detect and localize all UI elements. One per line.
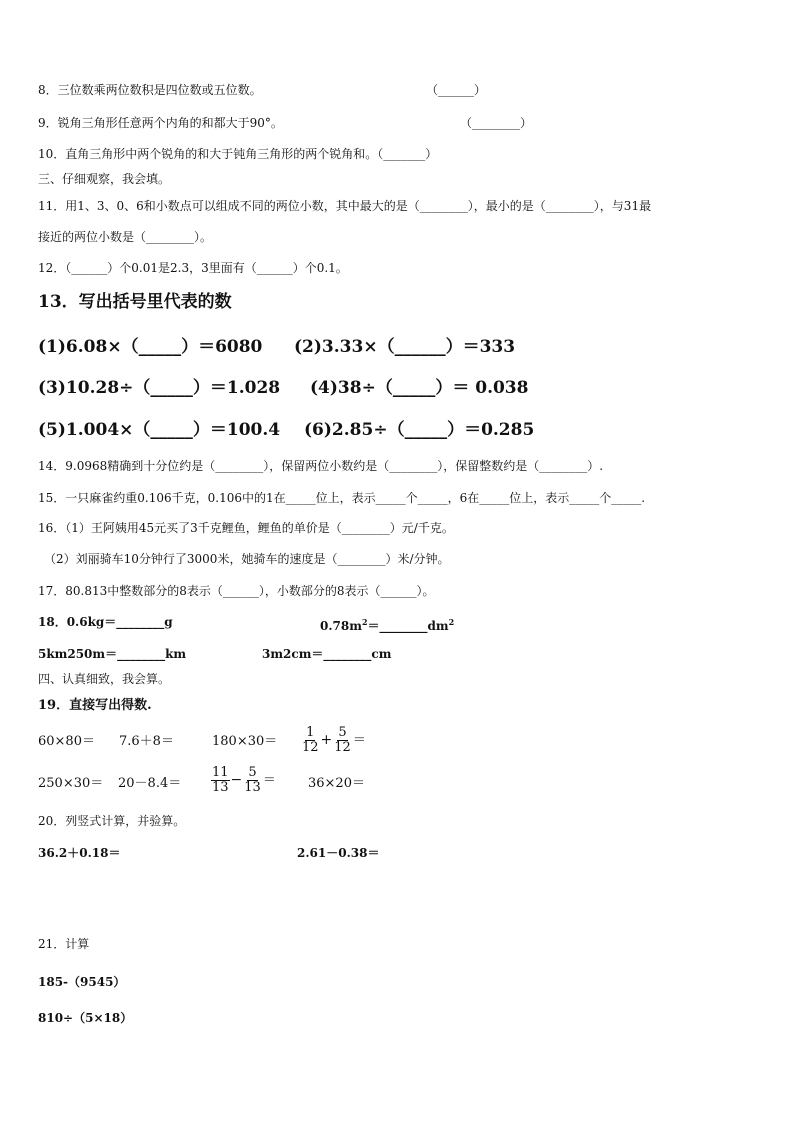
fraction-expression-2 [210, 766, 276, 795]
fraction-1b-numerator: 5 [338, 725, 347, 740]
question-21-title: 21．计算 [38, 937, 90, 951]
question-20-b: 2.61－0.38＝ [297, 846, 380, 860]
calc-4: 250×30＝ [38, 776, 104, 791]
question-10: 10．直角三角形中两个锐角的和大于钝角三角形的两个锐角和。（_______） [38, 147, 438, 161]
question-13-item-2: (2)3.33×（______）＝333 [294, 337, 516, 357]
calc-1: 60×80＝ [38, 734, 95, 749]
question-21-a: 185-（9545） [38, 975, 126, 989]
fraction-1a-numerator: 1 [306, 725, 315, 740]
question-13-title [38, 294, 232, 311]
question-18-a: 18．0.6kg＝________g [38, 615, 173, 629]
question-16-part-1: 16．（1）王阿姨用45元买了3千克鲤鱼，鲤鱼的单价是（________）元/千克。 [38, 521, 454, 535]
fraction-2a-numerator: 11 [212, 765, 229, 780]
question-18-b-unit: ＝________dm [367, 619, 449, 633]
question-18-b [320, 614, 454, 634]
question-16-part-2: （2）刘丽骑车10分钟行了3000米，她骑车的速度是（________）米/分钟。 [44, 552, 450, 566]
fraction-1b-denominator: 12 [334, 740, 351, 755]
question-13-item-5: (5)1.004×（_____）＝100.4 [38, 420, 281, 440]
question-13-title-text: 13．写出括号里代表的数 [38, 292, 232, 312]
fraction-2b-denominator: 13 [244, 780, 261, 795]
question-14: 14．9.0968精确到十分位约是（________），保留两位小数约是（________），保留整数约是（________）. [38, 459, 604, 473]
fraction-2a-denominator: 13 [212, 780, 229, 795]
calc-2: 7.6＋8＝ [119, 734, 174, 749]
fraction-1a [301, 726, 320, 755]
fraction-2b-numerator: 5 [248, 765, 257, 780]
question-8 [38, 82, 487, 98]
fraction-1-operator: + [320, 732, 333, 748]
fraction-2-operator: − [230, 772, 243, 788]
question-8-answer-blank[interactable]: （______） [426, 83, 487, 97]
fraction-2a [211, 766, 230, 795]
question-11-line-1: 11．用1、3、0、6和小数点可以组成不同的两位小数，其中最大的是（________），最小的是（________），与31最 [38, 199, 652, 213]
fraction-2b [243, 766, 262, 795]
fraction-1-equals: ＝ [352, 733, 366, 748]
question-13-item-4: (4)38÷（_____）＝ 0.038 [310, 378, 529, 398]
question-9 [38, 115, 533, 131]
question-19-title: 19．直接写出得数. [38, 698, 152, 713]
question-15: 15．一只麻雀约重0.106千克，0.106中的1在_____位上，表示_____个_____，6在_____位上，表示_____个_____. [38, 491, 646, 505]
question-11-line-2: 接近的两位小数是（________）。 [38, 230, 213, 244]
calc-3: 180×30＝ [212, 734, 278, 749]
fraction-2-equals: ＝ [262, 773, 276, 788]
calc-5: 20－8.4＝ [118, 776, 182, 791]
question-13-item-1: (1)6.08×（_____）＝6080 [38, 337, 263, 357]
question-12: 12．（______）个0.01是2.3，3里面有（______）个0.1。 [38, 261, 348, 275]
question-18-c: 5km250m＝________km [38, 647, 187, 661]
question-8-text: 8．三位数乘两位数积是四位数或五位数。 [38, 83, 262, 97]
calc-6: 36×20＝ [308, 776, 365, 791]
fraction-1b [333, 726, 352, 755]
question-18-d: 3m2cm＝________cm [262, 647, 392, 661]
question-9-text: 9．锐角三角形任意两个内角的和都大于90°。 [38, 116, 283, 130]
question-13-item-6: (6)2.85÷（_____）＝0.285 [304, 420, 535, 440]
question-13-item-3: (3)10.28÷（_____）＝1.028 [38, 378, 281, 398]
question-20-a: 36.2＋0.18＝ [38, 846, 121, 860]
fraction-1a-denominator: 12 [302, 740, 319, 755]
question-18-b-value: 0.78m [320, 619, 362, 633]
section-4-heading: 四、认真细致，我会算。 [38, 672, 171, 686]
fraction-expression-1 [300, 726, 366, 755]
question-20-title: 20．列竖式计算，并验算。 [38, 814, 186, 828]
question-17: 17．80.813中整数部分的8表示（______），小数部分的8表示（______）。 [38, 584, 435, 598]
question-18-b-unit-exponent: 2 [448, 617, 455, 627]
question-9-answer-blank[interactable]: （________） [460, 116, 533, 130]
question-21-b: 810÷（5×18） [38, 1011, 133, 1025]
section-3-heading: 三、仔细观察，我会填。 [38, 172, 171, 186]
question-18-b-exponent: 2 [361, 617, 368, 627]
